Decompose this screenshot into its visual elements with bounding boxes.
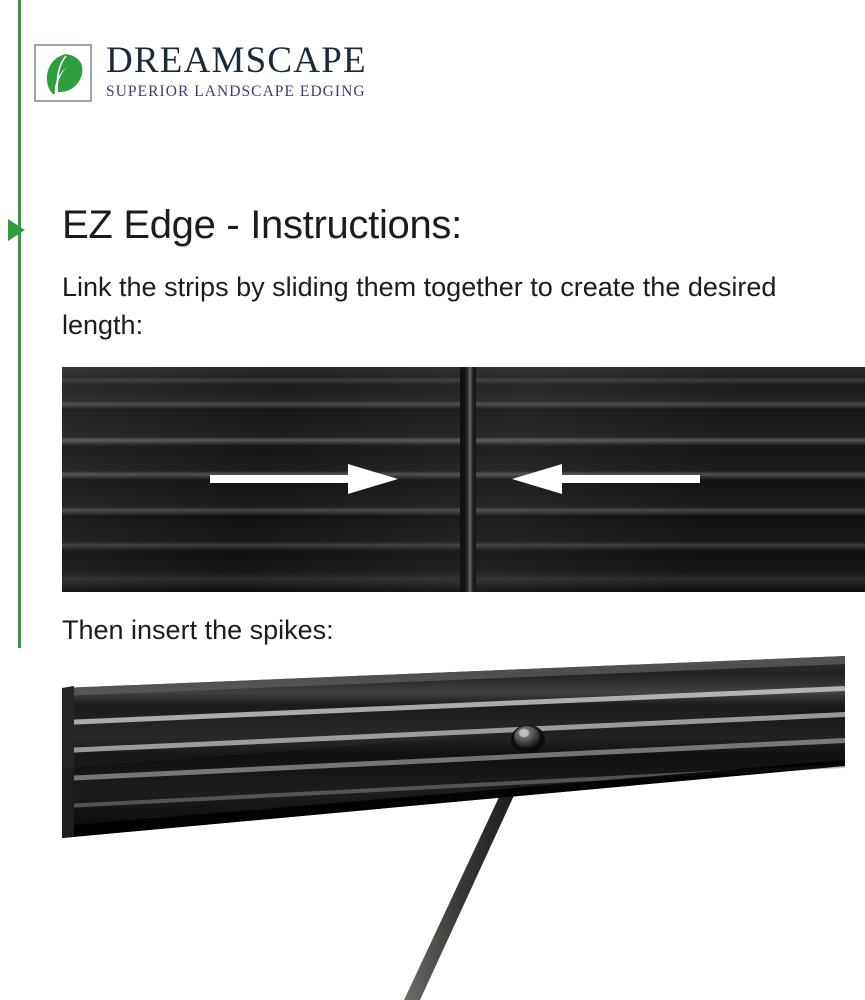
- logo-text-block: [106, 42, 367, 101]
- figure-linking-strips: [62, 367, 865, 592]
- brand-tagline: SUPERIOR LANDSCAPE EDGING: [106, 82, 366, 100]
- arrow-right-icon: [210, 462, 400, 496]
- strip-joint-seam: [460, 367, 476, 592]
- brand-name: DREAMSCAPE: [106, 40, 367, 81]
- page-title: EZ Edge - Instructions:: [62, 203, 462, 247]
- spike-illustration: [0, 648, 865, 1000]
- logo-mark: [34, 44, 92, 102]
- step-2-text: Then insert the spikes:: [62, 615, 334, 645]
- brand-header: [34, 42, 367, 102]
- figure-insert-spike: [0, 648, 865, 1000]
- triangle-right-marker-icon: [8, 219, 25, 241]
- step-1-text: Link the strips by sliding them together to create the desired length:: [62, 272, 777, 341]
- arrow-left-icon: [510, 462, 700, 496]
